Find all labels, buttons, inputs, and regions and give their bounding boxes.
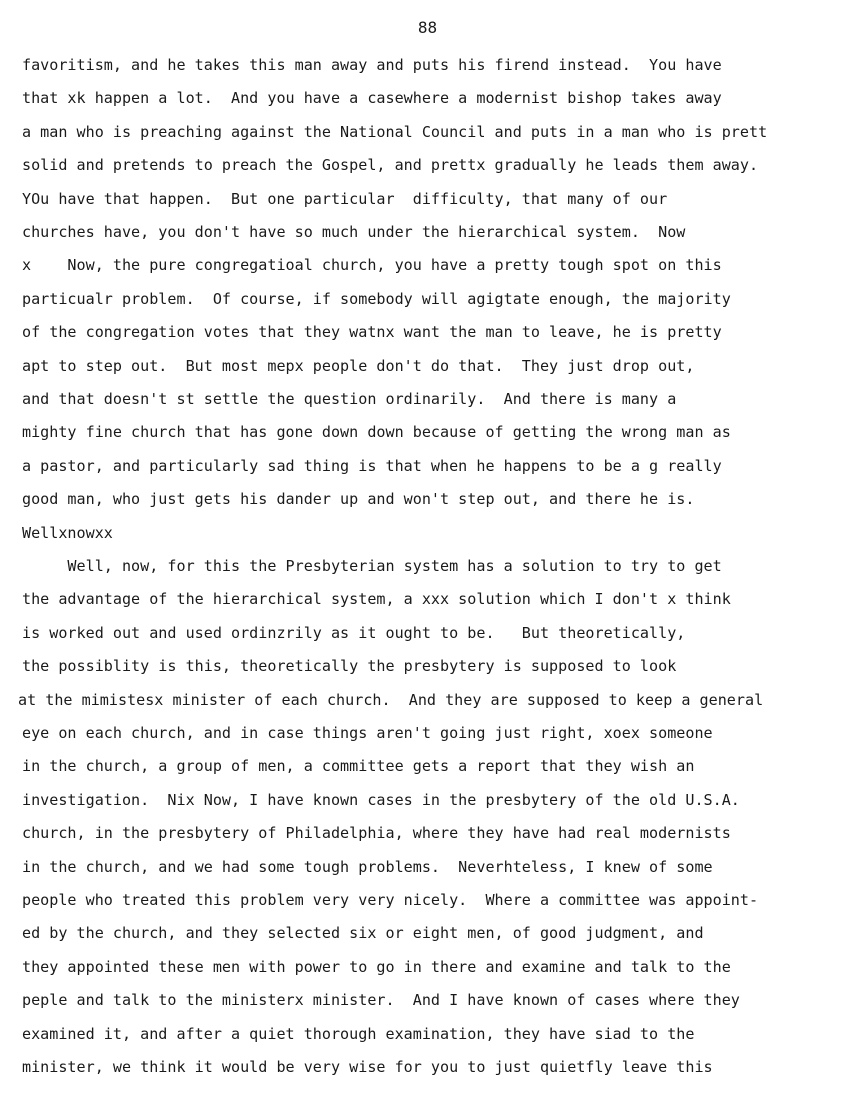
text-line: mighty fine church that has gone down down because of getting the wrong man as — [22, 423, 731, 442]
text-line: of the congregation votes that they watnx want the man to leave, he is pretty — [22, 323, 722, 342]
text-line: church, in the presbytery of Philadelphia, where they have had real modernists — [22, 824, 731, 843]
text-line: investigation. Nix Now, I have known cases in the presbytery of the old U.S.A. — [22, 790, 740, 809]
text-line: they appointed these men with power to go in there and examine and talk to the — [22, 957, 731, 976]
text-line: good man, who just gets his dander up and won't step out, and there he is. — [22, 490, 695, 509]
text-line: at the mimistesx minister of each church. And they are supposed to keep a general — [18, 690, 764, 709]
text-line: is worked out and used ordinzrily as it ought to be. But theoretically, — [22, 623, 686, 642]
text-line: in the church, and we had some tough problems. Neverhteless, I knew of some — [22, 857, 713, 876]
text-line: and that doesn't st settle the question ordinarily. And there is many a — [22, 390, 677, 408]
text-line: in the church, a group of men, a committee gets a report that they wish an — [22, 757, 695, 776]
text-line: examined it, and after a quiet thorough examination, they have siad to the — [22, 1024, 695, 1043]
page-number: 88 — [417, 18, 438, 37]
text-line: people who treated this problem very very nicely. Where a committee was appoint- — [22, 891, 759, 909]
text-line: YOu have that happen. But one particular difficulty, that many of our — [22, 189, 668, 208]
text-line: Well, now, for this the Presbyterian system has a solution to try to get — [22, 557, 722, 575]
text-line: solid and pretends to preach the Gospel, and prettx gradually he leads them away. — [22, 156, 759, 175]
text-line: apt to step out. But most mepx people don't do that. They just drop out, — [22, 356, 695, 375]
text-line: minister, we think it would be very wise for you to just quietfly leave this — [22, 1058, 713, 1076]
text-line: ed by the church, and they selected six or eight men, of good judgment, and — [22, 924, 704, 943]
text-line: a man who is preaching against the National Council and puts in a man who is prett — [22, 122, 768, 141]
text-line: eye on each church, and in case things aren't going just right, xoex someone — [22, 724, 713, 742]
text-line: favoritism, and he takes this man away and puts his firend instead. You have — [22, 56, 722, 74]
text-line: churches have, you don't have so much under the hierarchical system. Now — [22, 223, 686, 241]
text-line: the advantage of the hierarchical system, a xxx solution which I don't x think — [22, 590, 731, 609]
text-line: x Now, the pure congregatioal church, you have a pretty tough spot on this — [22, 256, 722, 275]
text-line: the possiblity is this, theoretically the presbytery is supposed to look — [22, 657, 677, 676]
text-line: a pastor, and particularly sad thing is that when he happens to be a g really — [22, 456, 722, 475]
text-line: Wellxnowxx — [22, 523, 113, 542]
text-line: peple and talk to the ministerx minister. And I have known of cases where they — [22, 991, 740, 1010]
text-line: that xk happen a lot. And you have a casewhere a modernist bishop takes away — [22, 89, 722, 108]
text-line: particualr problem. Of course, if somebody will agigtate enough, the majority — [22, 289, 731, 308]
